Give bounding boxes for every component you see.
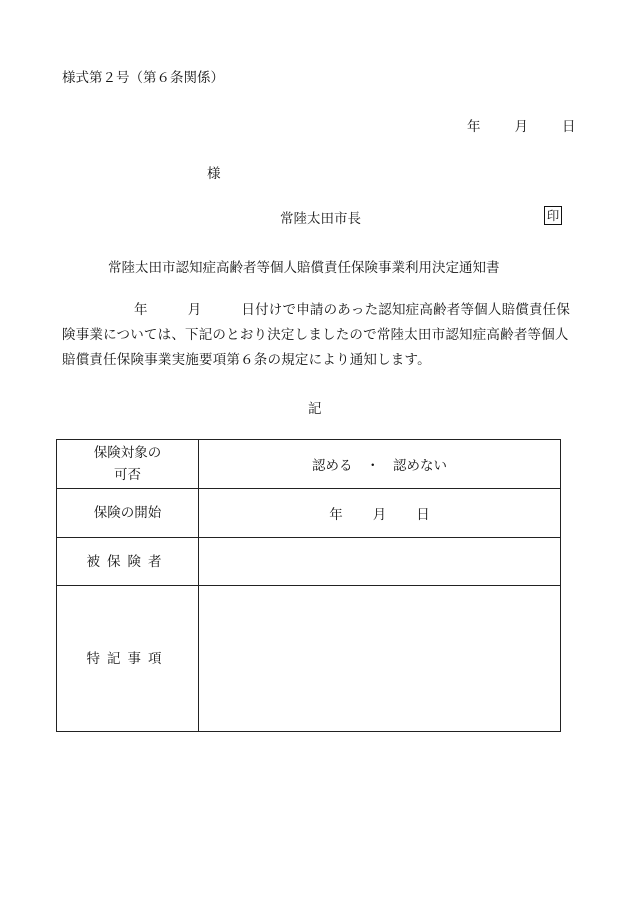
body-paragraph xyxy=(62,298,582,373)
insured-label: 被保険者 xyxy=(57,538,199,586)
insured-value xyxy=(199,538,561,586)
body-text: 日付けで申請のあった認知症高齢者等個人賠償責任保険事業については、下記のとおり決定しましたので常陸太田市認知症高齢者等個人賠償責任保険事業実施要項第６条の規定により通知します。 xyxy=(62,302,571,368)
coverage-start-year: 年 xyxy=(329,507,343,523)
eligibility-value: 認める ・ 認めない xyxy=(199,440,561,489)
issue-date-year: 年 xyxy=(467,119,481,135)
issue-date-day: 日 xyxy=(562,119,576,135)
issuer-name: 常陸太田市長 xyxy=(280,211,361,227)
issue-date-month: 月 xyxy=(514,119,528,135)
note-heading: 記 xyxy=(308,401,322,417)
coverage-start-label: 保険の開始 xyxy=(57,489,199,538)
document-title: 常陸太田市認知症高齢者等個人賠償責任保険事業利用決定通知書 xyxy=(108,260,500,276)
table-row xyxy=(57,538,561,586)
table-row xyxy=(57,440,561,489)
seal-mark: 印 xyxy=(544,206,562,225)
special-notes-label: 特記事項 xyxy=(57,586,199,732)
body-year: 年 xyxy=(134,302,148,318)
coverage-start-month: 月 xyxy=(372,507,387,523)
info-table xyxy=(56,439,561,732)
table-row xyxy=(57,489,561,538)
table-row xyxy=(57,586,561,732)
coverage-start-day: 日 xyxy=(416,507,430,523)
issue-date xyxy=(467,115,576,135)
coverage-start-value xyxy=(199,489,561,538)
special-notes-value xyxy=(199,586,561,732)
addressee-suffix: 様 xyxy=(207,166,221,182)
form-number: 様式第２号（第６条関係） xyxy=(62,70,224,86)
eligibility-label: 保険対象の 可否 xyxy=(57,440,199,489)
body-month: 月 xyxy=(187,302,202,318)
